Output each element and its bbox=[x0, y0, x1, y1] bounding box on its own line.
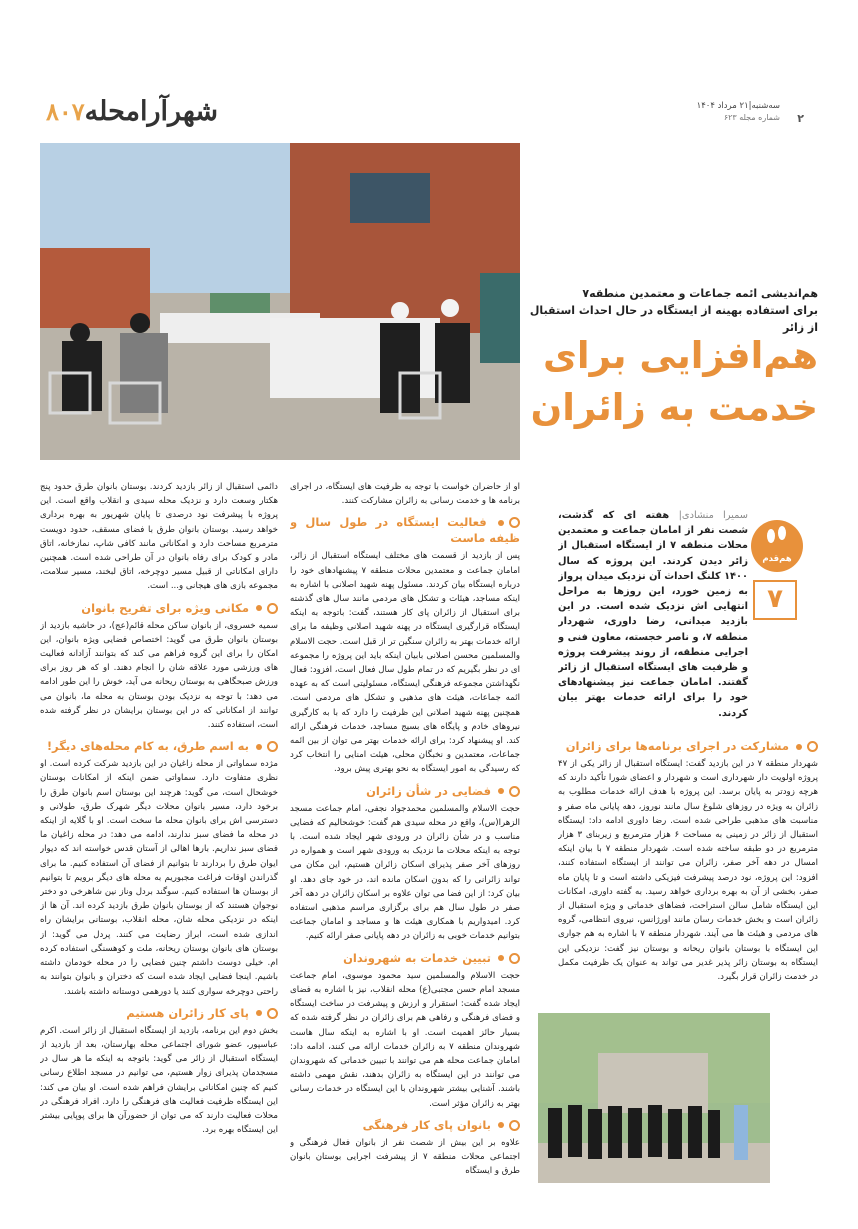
magazine-logo bbox=[40, 96, 218, 127]
issue-date: سه‌شنبه|۲۱ مرداد ۱۴۰۴ bbox=[696, 101, 780, 111]
bullet-icon bbox=[807, 741, 818, 752]
section-text: حجت الاسلام والمسلمین سید محمود موسوی، امام جماعت مسجد امام حسن مجتبی(ع) محله انقلاب، نیز با اشاره به فضای ایجاد شده گفت: استقرار و ارزش و پیشرفت در ساخت ایستگاه و فضای فرهنگی و رفاهی هم برای زائران در نظر گرفته شده که بسیار حائز اهمیت است. او با اشاره به اینکه سال هاست شهروندان منطقه ۷ به زائران خدمات ارائه می کنند، ادامه داد: امامان جماعت محله هم می توانند با تبیین خدماتی که شهروندان می توانند در این ایستگاه به زائران بدهند، نقش مهمی داشته باشند. آشنایی بیشتر شهروندان با این ایستگاه در خدمات رسانی بهتر به زائران مؤثر است. bbox=[290, 970, 520, 1109]
column-middle bbox=[290, 480, 520, 1188]
section-heading: فعالیت ایستگاه در طول سال و ظیفه ماست bbox=[290, 515, 520, 546]
footsteps-icon bbox=[751, 520, 803, 572]
section-text: مژده سماواتی از محله زاغیان در این بازدید شرکت کرده است. او نظری متفاوت دارد. سماواتی ضمن اینکه از امکانات بوستان خوشحال است، می گوید: هرچند این بوستان اسم بانوان طرق را برخود دارد، مسیر بانوان محلات دیگر شهرک طرق، طولانی و دسترسی اش برای بانوان محله ما سخت است. او با گلایه از اینکه در محله ما فضای سبز ندارند، ادامه می دهد: در محله زاغیان ما فضای سبز نداریم. بارها اهالی از آستان قدس خواسته اند که دیوار ایوان طرق را بردارند تا بتوانیم از فضای آن استفاده کنیم. ما برای گذراندن اوقات فراغت مجبوریم به محله های دیگر برویم تا بتوانیم از بوستان ها استفاده کنیم. سوگند بردل وناز نین شاهرخی دو دختر نوجوان هستند که از بوستان بانوان طرق بازدید کرده اند. آن ها از اینکه در نزدیکی محله شان، محله انقلاب، بوستانی برایشان راه اندازی شده است، ابراز رضایت می کنند. پردل می گوید: از بوستان های بانوان بوستان ریحانه، ملت و کوهسنگی استفاده کرده ام. خیلی دوست داشتم چنین فضایی را در محله خودمان داشته باشیم. اینجا فضایی ایجاد شده است که دختران و بانوان بتوانند به راحتی دوچرخه سواری کنند یا دورهمی دوستانه داشته باشند. bbox=[40, 759, 278, 997]
section-heading: تبیین خدمات به شهروندان bbox=[290, 950, 520, 966]
bullet-icon bbox=[509, 786, 520, 797]
section-badge bbox=[751, 520, 803, 620]
header-meta bbox=[697, 100, 780, 124]
bullet-icon bbox=[509, 517, 520, 528]
section-text: او از حاضران خواست با توجه به ظرفیت های ایستگاه، در اجرای برنامه ها و خدمت رسانی به زائران مشارکت کنند. bbox=[290, 482, 520, 507]
issue-number: شماره مجله ۶۲۳ bbox=[723, 113, 780, 122]
section-heading: پای کار زائران هستیم bbox=[40, 1005, 278, 1021]
column-right bbox=[558, 732, 818, 1007]
section-text: حجت الاسلام والمسلمین محمدجواد نجفی، امام جماعت مسجد الزهرا(س)، واقع در محله سیدی هم گفت: خوشحالیم که فضایی مناسب و در شأن زائران در ورودی شهر ایجاد شده است. با توجه به اینکه محلات ما نزدیک به ورودی شهر است و همواره در روزهای آخر صفر پذیرای اسکان زائران هستیم، این مکان می تواند زائرانی را که بدون اسکان مانده اند، در خود جای دهد. او بیان کرد: از این فضا می توان علاوه بر اسکان زائران در دهه آخر صفر در طول سال هم برای برگزاری مراسم مذهبی استفاده کرد. امیدواریم با همکاری هیئت ها و مساجد و امامان جماعت بتوانیم خدمات خوبی به زائران در دهه پایانی صفر ارائه کنیم. bbox=[290, 803, 520, 942]
section-heading: به اسم طرق، به کام محله‌های دیگر! bbox=[40, 738, 278, 754]
section-heading: مشارکت در اجرای برنامه‌ها برای زائران bbox=[558, 738, 818, 754]
badge-step: ۷ bbox=[753, 580, 797, 620]
secondary-photo bbox=[538, 1013, 770, 1183]
bullet-icon bbox=[796, 744, 802, 750]
section-heading: مکانی ویژه برای تفریح بانوان bbox=[40, 600, 278, 616]
page-number: ۲ bbox=[797, 112, 804, 125]
article-title bbox=[518, 330, 818, 434]
section-heading: بانوان پای کار فرهنگی bbox=[290, 1117, 520, 1133]
lead-text: هفته ای که گذشت، شصت نفر از امامان جماعت و معتمدین محلات منطقه ۷ از ایستگاه استقبال از زائر دیدن کردند. این پروژه که سال ۱۴۰۰ کلنگ احداث آن نزدیک میدان پرواز به زمین خورد، این روزها به مراحل انتهایی اش نزدیک شده است. در این بازدید میدانی، رضا داوری، شهردار منطقه ۷، و ناصر خجسته، معاون فنی و اجرایی منطقه، از روند پیشرفت پروژه و ظرفیت های ایستگاه استقبال از زائر گفتند. امامان جماعت نیز پیشنهادهای خود را برای ارائه خدمات بهتر بیان کردند. bbox=[558, 510, 748, 719]
bullet-icon bbox=[256, 744, 262, 750]
section-text: شهردار منطقه ۷ در این بازدید گفت: ایستگاه استقبال از زائر یکی از ۴۷ پروژه اولویت دار شهرداری است و شهردار و اعضای شورا تأکید دارند که هرچه زودتر به پایان برسد. این پروژه با هدف ارائه خدمات مطلوب به زائران به ویژه در روزهای شلوغ سال مانند نوروز، دهه پایانی ماه صفر و مناسبت های مذهبی طراحی شده است. رضا داوری ادامه داد: ایستگاه استقبال از زائر در زمینی به مساحت ۶ هزار مترمربع و زیربنای ۳ هزار مترمربع در دو طبقه ساخته شده است. شهردار منطقه ۷ با بیان اینکه امسال در دهه آخر صفر، زائران می توانند از ایستگاه استفاده کنند، افزود: این پروژه، نود درصد پیشرفت فیزیکی داشته است و تا پایان ماه صفر، بخشی از آن به بهره برداری خواهد رسید. به گفته داوری، امکانات این ایستگاه شامل سالن استراحت، فضاهای خدماتی و ویژه استقبال از زائران است و بخش خدمات رسان مانند اورژانس، نیروی انتظامی، گروه های مردمی و هیئت ها می آیند. شهردار منطقه ۷ با اشاره به هم جواری این ایستگاه با بوستان بانوان ریحانه و بوستان نیز گفت: نزدیکی این ایستگاه به بوستان زائر پذیر غدیر می تواند به عنوان یک ظرفیت مکمل در خدمت زائران قرار بگیرد. bbox=[558, 759, 818, 983]
bullet-icon bbox=[256, 1010, 262, 1016]
bullet-icon bbox=[498, 520, 504, 526]
magazine-number: ۸۰۷ bbox=[46, 97, 85, 126]
main-photo bbox=[40, 143, 520, 460]
section-text: پس از بازدید از قسمت های مختلف ایستگاه استقبال از زائر، امامان جماعت و معتمدین محلات منطقه ۷ پیشنهادهای خود را درباره ایستگاه بیان کردند. مسئول پهنه شهید اصلانی با اشاره به اینکه مساجد، هیئات و تشکل های مردمی مانند سال های گذشته برای استقبال از زائران پای کار هستند، گفت: باتوجه به اینکه ایستگاه قرارگیری ایستگاه در پهنه شهید اصلانی وظیفه ما برای ارائه خدمات بهتر به زائران سنگین تر از قبل است. حجت الاسلام والمسلمین محسن اصلانی بابیان اینکه باید این پروژه را مجموعه ای در نظر بگیریم که در تمام طول سال فعال است، افزود: فعال نگهداشتن مجموعه فرهنگی ایستگاه، مسئولیتی است که به عهده ائمه جماعات، هیئت های مذهبی و تشکل های مردمی است. همچنین پهنه شهید اصلانی این ظرفیت را دارد که با به کارگیری نیروهای خادم و پایگاه های بسیج مساجد، خدمات فرهنگی ارائه کند. او پیشنهاد کرد: برای ارائه خدمات بهتر می توان از بین ائمه جماعات، معتمدین و نخبگان محلی، هیئت امنایی را انتخاب کرد که رسیدگی به امور ایستگاه به نحو بهتری پیش برود. bbox=[290, 551, 520, 775]
section-text: دائمی استقبال از زائر بازدید کردند. بوستان بانوان طرق حدود پنج هکتار وسعت دارد و نزدیک محله سیدی و انقلاب واقع است. این پروژه با پیشرفت نود درصدی تا پایان شهریور به بهره برداری خواهد رسید. بوستان بانوان طرق با فضای مسقف، حدود دویست مترمربع مساحت دارد و امکاناتی مانند کافی شاپ، نمازخانه، اتاق مادر و کودک برای رفاه بانوان در آن طراحی شده است. همچنین دارای امکاناتی از قبیل مسیر دوچرخه، اتاق لبخند، مسیر سلامت، مجموعه بازی های هیجانی و... است. bbox=[40, 482, 278, 592]
bullet-icon bbox=[267, 1008, 278, 1019]
article-lead bbox=[558, 508, 748, 721]
column-left bbox=[40, 480, 278, 1188]
title-line-2: خدمت به زائران bbox=[530, 386, 818, 429]
bullet-icon bbox=[267, 603, 278, 614]
article-kicker bbox=[528, 285, 818, 336]
magazine-title: شهرآرامحله bbox=[84, 96, 218, 127]
kicker-line-1: هم‌اندیشی ائمه جماعات و معتمدین منطقه۷ bbox=[582, 287, 818, 300]
bullet-icon bbox=[498, 955, 504, 961]
title-line-1: هم‌افزایی برای bbox=[543, 334, 818, 377]
bullet-icon bbox=[267, 741, 278, 752]
badge-label: هم‌قدم bbox=[762, 554, 792, 564]
bullet-icon bbox=[498, 788, 504, 794]
section-text: سمیه خسروی، از بانوان ساکن محله قائم(عج)، در حاشیه بازدید از بوستان بانوان طرق می گوید: اختصاص فضایی ویژه بانوان، این امکان را برای این گروه فراهم می کند که بتوانند آزادانه فعالیت های ورزشی مورد علاقه شان را انجام دهند. او که هر روز برای ورزش صبحگاهی به بوستان ریحانه می آید، خوش را این طور ادامه می دهد: با توجه به نزدیک بودن بوستان به محله ما، بانوان می توانند از امکاناتی که در این بوستان برایشان در نظر گرفته شده است، استفاده کنند. bbox=[40, 620, 278, 731]
section-text: بخش دوم این برنامه، بازدید از ایستگاه استقبال از زائر است. اکرم عباسپور، عضو شورای اجتماعی محله بهارستان، بعد از بازدید از ایستگاه استقبال از زائر می گوید: باتوجه به اینکه ما هر سال در مسجدمان پذیرای زوار هستیم، می توانیم در مسجد اطلاع رسانی کنیم که چنین امکاناتی برایشان فراهم شده است. او بیان می کند: این ایستگاه ظرفیت فعالیت های فرهنگی را دارد. افراد فرهنگی در محلات فعالیت دارند که می توان از حضورآن ها برای پوپایی بیشتر این ایستگاه بهره برد. bbox=[40, 1025, 278, 1136]
bullet-icon bbox=[256, 605, 262, 611]
kicker-line-2: برای استفاده بهینه از ایستگاه در حال احداث استقبال از زائر bbox=[529, 304, 818, 334]
bullet-icon bbox=[498, 1122, 504, 1128]
author-name: سمیرا منشادی| bbox=[678, 510, 748, 521]
bullet-icon bbox=[509, 953, 520, 964]
section-heading: فضایی در شأن زائران bbox=[290, 783, 520, 799]
bullet-icon bbox=[509, 1120, 520, 1131]
section-text: علاوه بر این بیش از شصت نفر از بانوان فعال فرهنگی و اجتماعی محلات منطقه ۷ از پیشرفت اجرایی بوستان بانوان طرق و ایستگاه bbox=[290, 1137, 520, 1177]
